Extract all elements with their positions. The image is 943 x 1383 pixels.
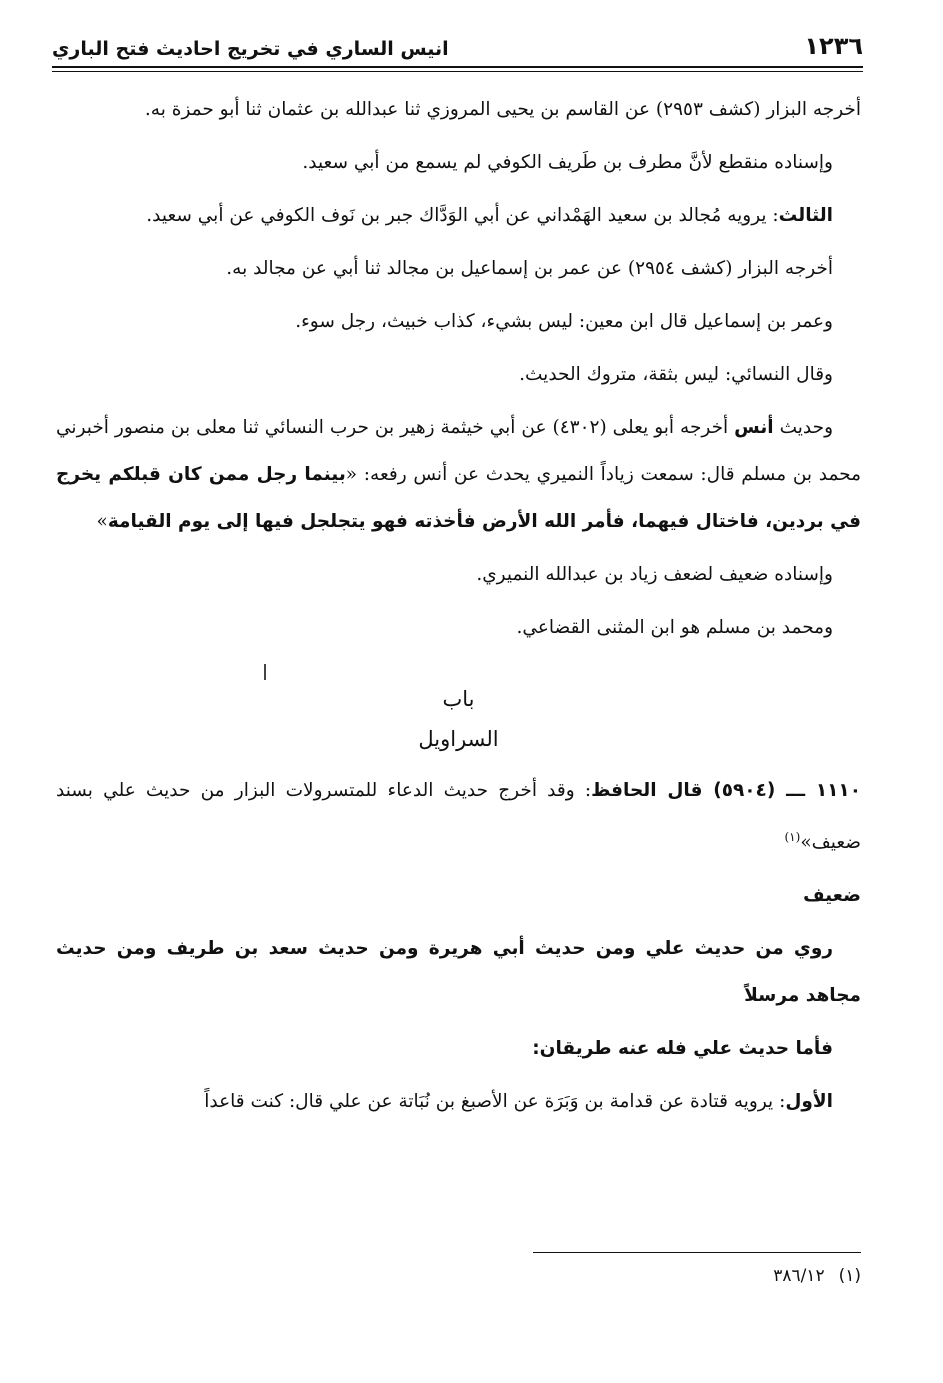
- main-text: [56, 86, 861, 1131]
- footnote-marker: (١): [838, 1266, 861, 1286]
- paragraph: ومحمد بن مسلم هو ابن المثنى القضاعي.: [516, 617, 833, 638]
- paragraph: أخرجه البزار (كشف ٢٩٥٤) عن عمر بن إسماعيل بن مجالد ثنا أبي عن مجالد به.: [226, 258, 833, 279]
- footnote-text: ٣٨٦/١٢: [773, 1266, 825, 1286]
- entry-text: : وقد أخرج حديث الدعاء للمتسرولات البزار من حديث علي بسند ضعيف»: [56, 780, 861, 854]
- paragraph: وإسناده منقطع لأنَّ مطرف بن طَريف الكوفي لم يسمع من أبي سعيد.: [302, 152, 833, 173]
- header-rule: [52, 66, 863, 68]
- paragraph: وعمر بن إسماعيل قال ابن معين: ليس بشيء، كذاب خبيث، رجل سوء.: [295, 311, 833, 332]
- section-heading-line2: السراويل: [418, 727, 499, 751]
- scan-artifact: [264, 664, 266, 680]
- paragraph: وقال النسائي: ليس بثقة، متروك الحديث.: [519, 364, 833, 385]
- paragraph: [56, 192, 861, 239]
- entry-paragraph: [56, 767, 861, 866]
- paragraph: [56, 404, 861, 545]
- narrations-summary: روي من حديث علي ومن حديث أبي هريرة ومن حديث سعد بن طريف ومن حديث مجاهد مرسلاً: [56, 938, 861, 1007]
- route-label: الثالث: [778, 205, 833, 226]
- section-heading: [56, 657, 861, 767]
- footnote-rule: [533, 1252, 861, 1253]
- paragraph-text: أخرجه أبو يعلى (٤٣٠٢) عن أبي خيثمة زهير بن حرب النسائي ثنا معلى بن منصور أخبرني محمد بن مسلم قال: سمعت زياداً النميري يحدث عن أنس رفعه: «: [56, 417, 862, 485]
- section-heading-line1: باب: [442, 687, 475, 711]
- paragraph: وإسناده ضعيف لضعف زياد بن عبدالله النميري.: [476, 564, 833, 585]
- page-header: [52, 26, 863, 66]
- page-number: ١٢٣٦: [804, 32, 863, 60]
- subsection-heading: فأما حديث علي فله عنه طريقان:: [532, 1038, 833, 1060]
- footnote: [759, 1262, 861, 1290]
- entry-number: ١١١٠ ـــ (٥٩٠٤) قال الحافظ: [591, 780, 861, 801]
- quote-close: »: [96, 511, 108, 532]
- paragraph-text: وحديث: [779, 417, 834, 438]
- header-rule-thin: [52, 71, 863, 72]
- paragraph-text: : يرويه قتادة عن قدامة بن وَبَرَة عن الأصبغ بن نُبَاتة عن علي قال: كنت قاعداً: [204, 1091, 786, 1113]
- paragraph-text: : يرويه مُجالد بن سعيد الهَمْداني عن أبي الوَدَّاك جبر بن نَوف الكوفي عن أبي سعيد.: [146, 205, 779, 226]
- route-label: الأول: [785, 1091, 833, 1113]
- paragraph: أخرجه البزار (كشف ٢٩٥٣) عن القاسم بن يحيى المروزي ثنا عبدالله بن عثمان ثنا أبو حمزة به.: [144, 99, 861, 120]
- grade-label: ضعيف: [803, 885, 861, 907]
- running-title: انيس الساري في تخريج احاديث فتح الباري: [52, 38, 449, 60]
- hadith-quote: بينما رجل ممن كان قبلكم يخرج في بردين، فاختال فيهما، فأمر الله الأرض فأخذته فهو يتجلجل فيها إلى يوم القيامة: [56, 464, 861, 532]
- companion-name: أنس: [734, 417, 774, 438]
- paragraph: [56, 1078, 861, 1125]
- footnote-reference: (١): [784, 830, 801, 844]
